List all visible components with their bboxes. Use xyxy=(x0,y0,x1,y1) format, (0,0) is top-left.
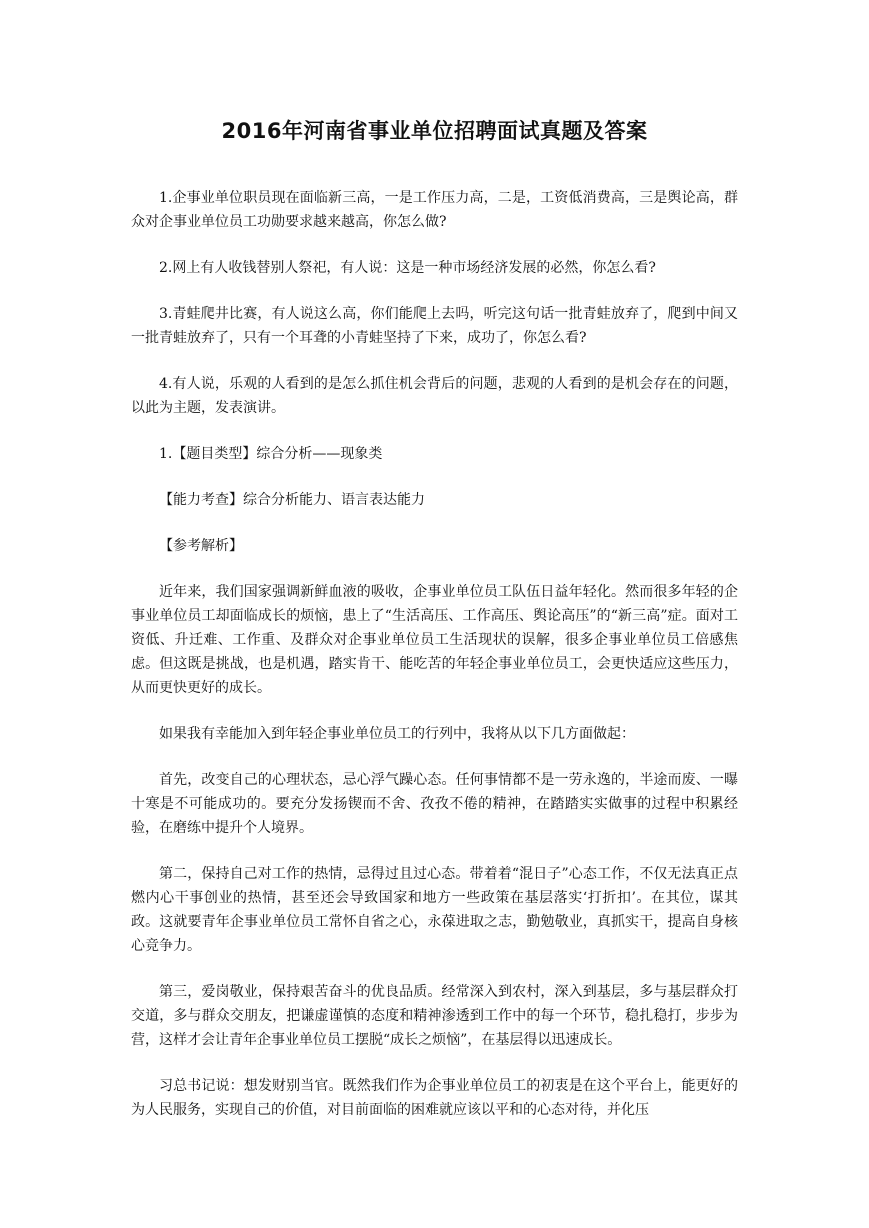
page-title: 2016年河南省事业单位招聘面试真题及答案 xyxy=(221,119,648,143)
question-type-line: 1.【题目类型】综合分析——现象类 xyxy=(159,446,383,462)
answer-paragraph-3: 首先，改变自己的心理状态，忌心浮气躁心态。任何事情都不是一劳永逸的，半途而废、一曝十寒是不可能成功的。要充分发扬锲而不舍、孜孜不倦的精神，在踏踏实实做事的过程中积累经验，在磨练中提升个人境界。 xyxy=(131,772,738,836)
ability-line: 【能力考查】综合分析能力、语言表达能力 xyxy=(159,492,425,508)
analysis-label: 【参考解析】 xyxy=(159,538,243,554)
answer-paragraph-6: 习总书记说：想发财别当官。既然我们作为企事业单位员工的初衷是在这个平台上，能更好的为人民服务，实现自己的价值，对目前面临的困难就应该以平和的心态对待，并化压 xyxy=(131,1078,738,1118)
answer-paragraph-1: 近年来，我们国家强调新鲜血液的吸收，企事业单位员工队伍日益年轻化。然而很多年轻的企事业单位员工却面临成长的烦恼，患上了“生活高压、工作高压、舆论高压”的“新三高”症。面对工资低、升迁难、工作重、及群众对企事业单位员工生活现状的误解，很多企事业单位员工倍感焦虑。但这既是挑战，也是机遇，踏实肯干、能吃苦的年轻企事业单位员工，会更快适应这些压力，从而更快更好的成长。 xyxy=(131,584,738,696)
question-1: 1.企事业单位职员现在面临新三高，一是工作压力高，二是，工资低消费高，三是舆论高，群众对企事业单位员工功勋要求越来越高，你怎么做? xyxy=(131,190,738,230)
question-3: 3.青蛙爬井比赛，有人说这么高，你们能爬上去吗，听完这句话一批青蛙放弃了，爬到中间又一批青蛙放弃了，只有一个耳聋的小青蛙坚持了下来，成功了，你怎么看? xyxy=(131,306,738,346)
answer-paragraph-4: 第二，保持自己对工作的热情，忌得过且过心态。带着着“混日子”心态工作，不仅无法真正点燃内心干事创业的热情，甚至还会导致国家和地方一些政策在基层落实‘打折扣’。在其位，谋其政。这就要青年企事业单位员工常怀自省之心，永葆进取之志，勤勉敬业，真抓实干，提高自身核心竞争力。 xyxy=(131,866,738,954)
answer-paragraph-2: 如果我有幸能加入到年轻企事业单位员工的行列中，我将从以下几方面做起： xyxy=(159,726,635,742)
answer-paragraph-5: 第三，爱岗敬业，保持艰苦奋斗的优良品质。经常深入到农村，深入到基层，多与基层群众打交道，多与群众交朋友，把谦虚谨慎的态度和精神渗透到工作中的每一个环节，稳扎稳打，步步为营，这样才会让青年企事业单位员工摆脱“成长之烦恼”，在基层得以迅速成长。 xyxy=(131,984,738,1048)
question-4: 4.有人说，乐观的人看到的是怎么抓住机会背后的问题，悲观的人看到的是机会存在的问题，以此为主题，发表演讲。 xyxy=(131,376,738,416)
question-2: 2.网上有人收钱替别人祭祀，有人说：这是一种市场经济发展的必然，你怎么看? xyxy=(159,260,656,276)
